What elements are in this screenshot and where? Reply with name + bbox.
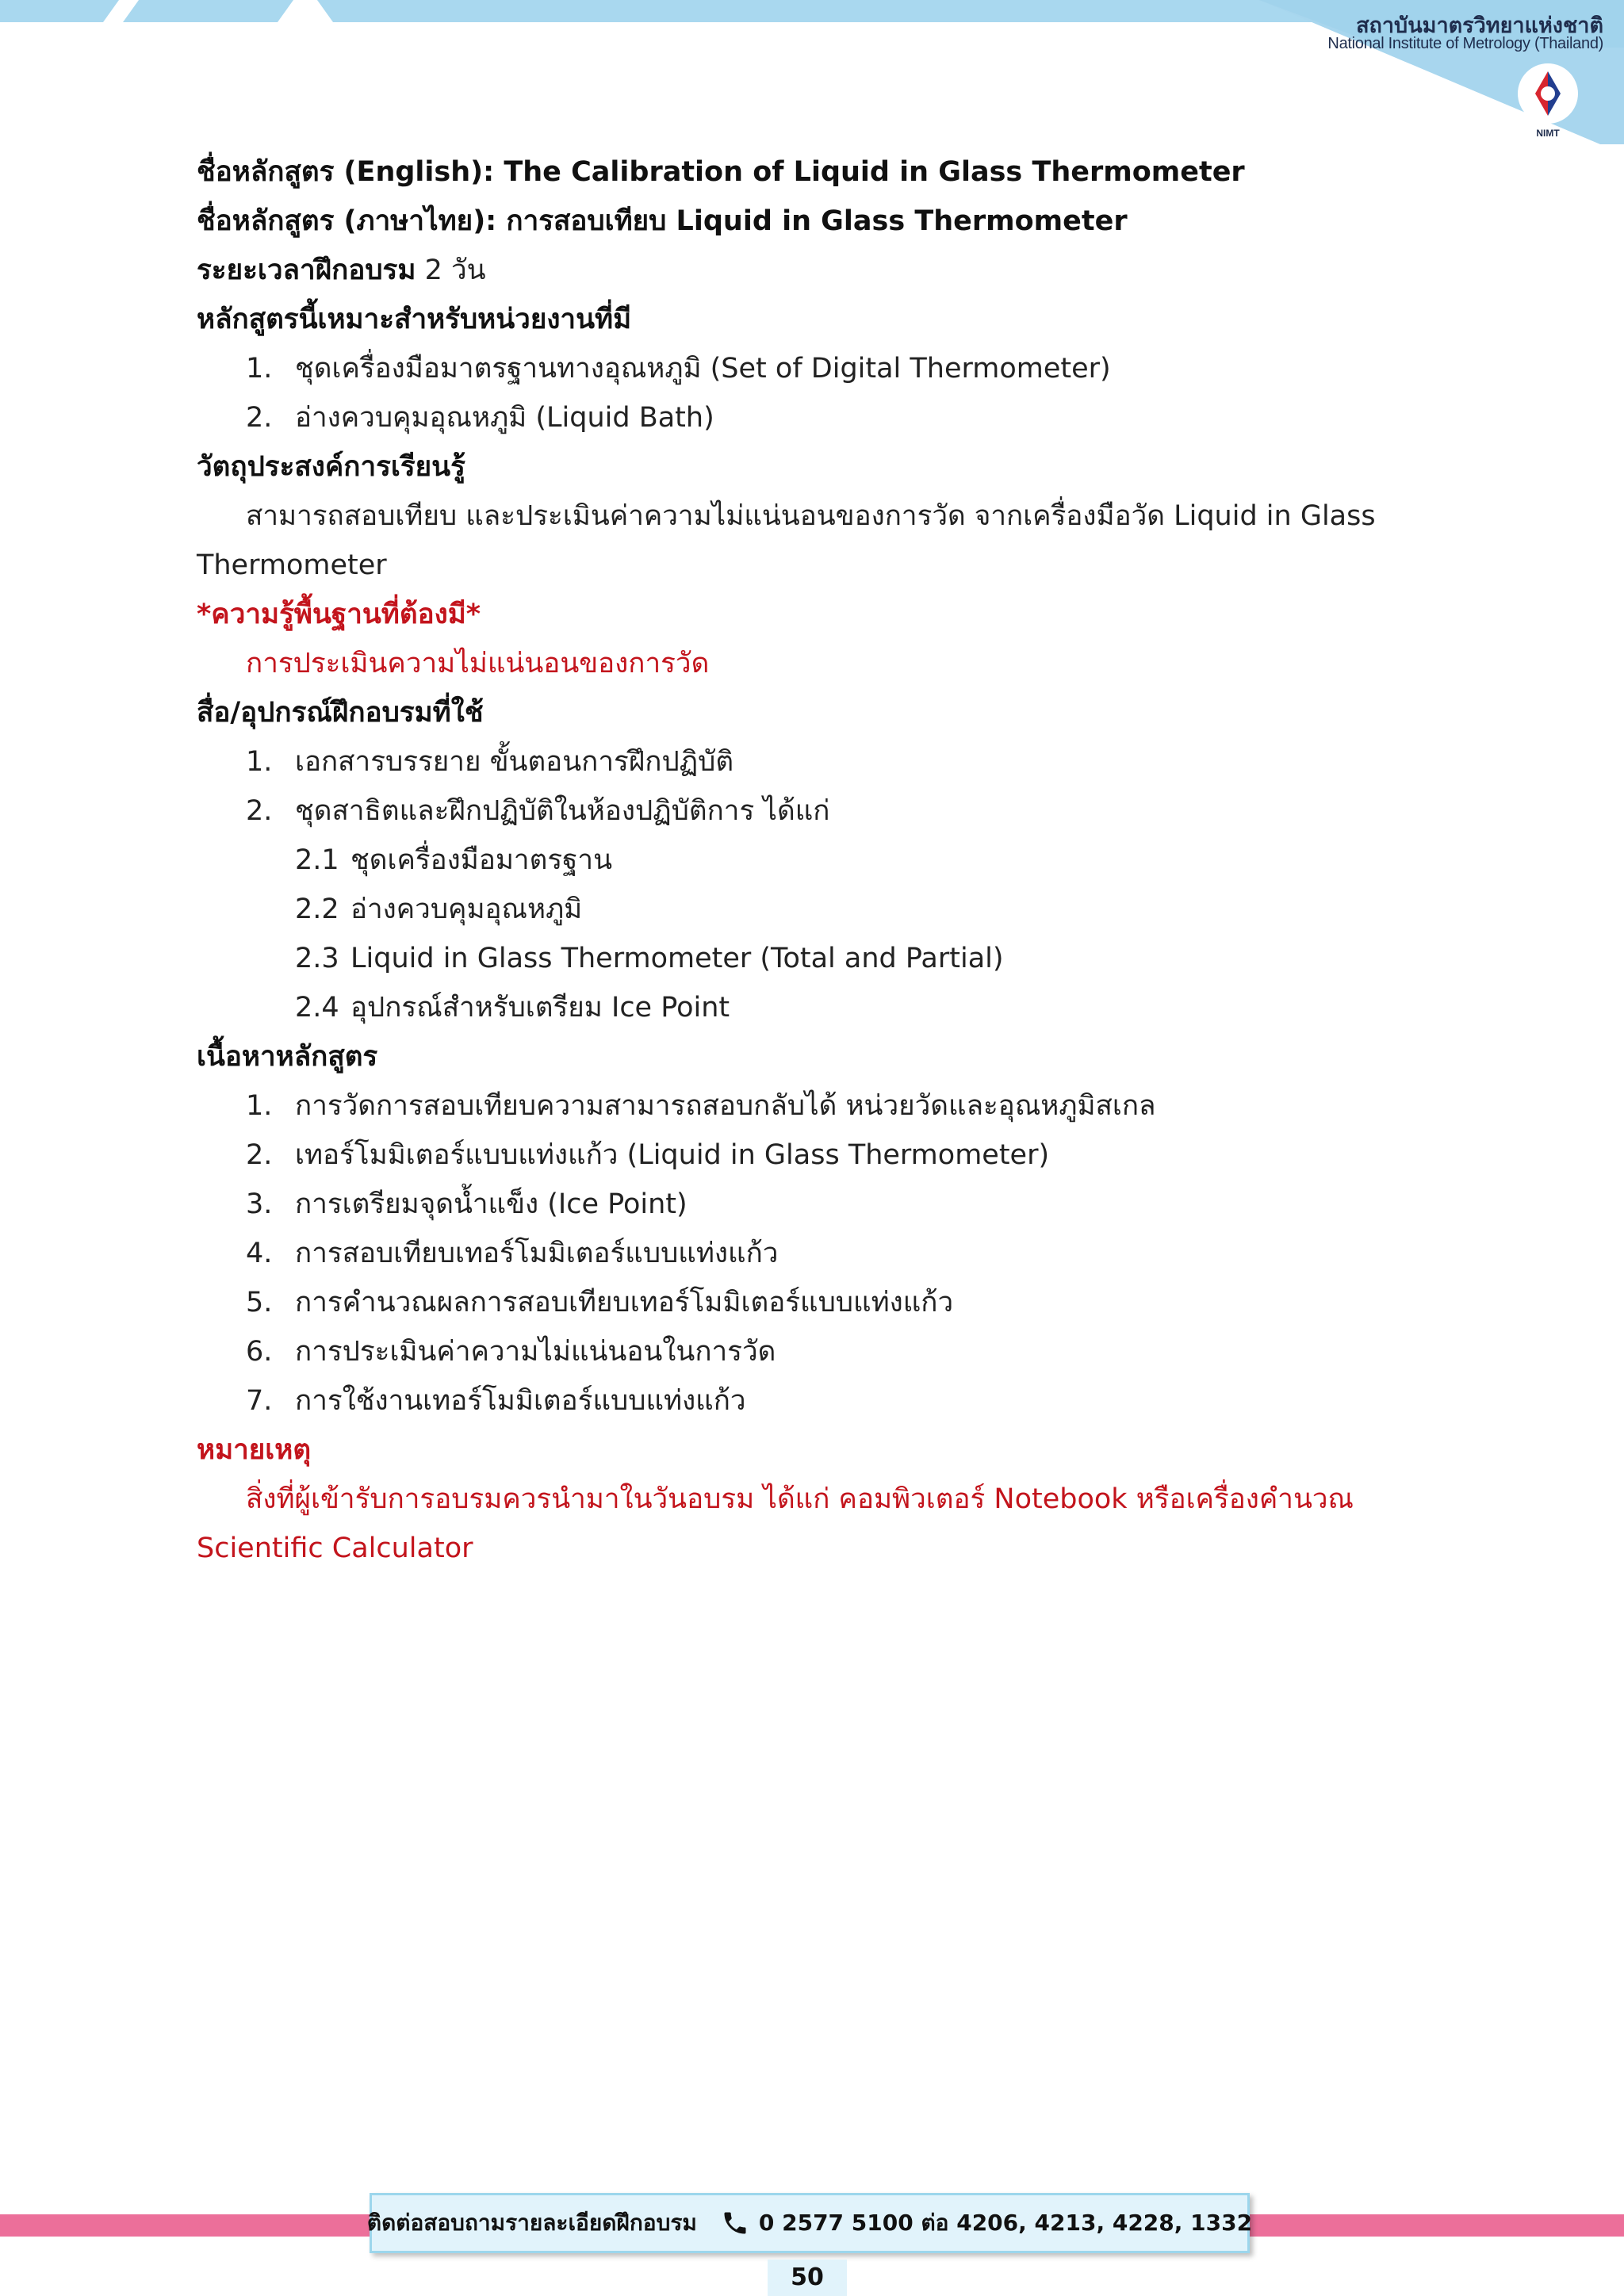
course-title-english — [197, 147, 1434, 197]
contact-label: ติดต่อสอบถามรายละเอียดฝึกอบรม — [366, 2210, 697, 2236]
list-item-text: เทอร์โมมิเตอร์แบบแท่งแก้ว (Liquid in Glass Thermometer) — [295, 1139, 1050, 1171]
list-item-text: ชุดสาธิตและฝึกปฏิบัติในห้องปฏิบัติการ ได้แก่ — [295, 795, 830, 827]
list-item-text: การเตรียมจุดน้ำแข็ง (Ice Point) — [295, 1188, 688, 1220]
list-item-text: การสอบเทียบเทอร์โมมิเตอร์แบบแท่งแก้ว — [295, 1238, 779, 1269]
note-text-line1: สิ่งที่ผู้เข้ารับการอบรมควรนำมาในวันอบรม ได้แก่ คอมพิวเตอร์ Notebook หรือเครื่องคำนวณ — [246, 1483, 1354, 1515]
list-item-number: 4. — [246, 1238, 273, 1269]
objective-text-line2: Thermometer — [197, 549, 387, 581]
list-item-number: 5. — [246, 1287, 273, 1318]
list-item — [197, 786, 1434, 836]
list-item — [197, 1278, 1434, 1327]
sub-list-item-number: 2.1 — [295, 844, 339, 876]
sub-list-item-text: Liquid in Glass Thermometer (Total and Partial) — [350, 943, 1004, 974]
list-item-text: การใช้งานเทอร์โมมิเตอร์แบบแท่งแก้ว — [295, 1385, 746, 1417]
sub-list-item-text: อุปกรณ์สำหรับเตรียม Ice Point — [350, 992, 730, 1024]
list-item — [197, 1081, 1434, 1131]
list-item — [197, 344, 1434, 393]
sub-list-item — [197, 836, 1434, 885]
sub-list-item-number: 2.3 — [295, 943, 339, 974]
contact-box — [366, 2193, 1253, 2253]
course-title-english-value: The Calibration of Liquid in Glass Thermometer — [504, 156, 1245, 188]
org-name-thai: สถาบันมาตรวิทยาแห่งชาติ — [1356, 13, 1603, 38]
list-item — [197, 1229, 1434, 1278]
list-item-text: การประเมินค่าความไม่แน่นอนในการวัด — [295, 1336, 776, 1368]
course-duration-label: ระยะเวลาฝึกอบรม — [197, 254, 416, 286]
list-item-number: 2. — [246, 1139, 273, 1171]
course-title-thai-value: การสอบเทียบ Liquid in Glass Thermometer — [506, 205, 1128, 237]
section-heading-prerequisites: *ความรู้พื้นฐานที่ต้องมี* — [197, 599, 481, 630]
logo-wordmark: NIMT — [1536, 128, 1560, 139]
page-number: 50 — [768, 2260, 847, 2296]
list-item-text: ชุดเครื่องมือมาตรฐานทางอุณหภูมิ (Set of Digital Thermometer) — [295, 353, 1111, 385]
section-heading-course-content: เนื้อหาหลักสูตร — [197, 1041, 378, 1073]
note-text-line2: Scientific Calculator — [197, 1533, 473, 1564]
sub-list-item — [197, 934, 1434, 983]
prerequisite-text: การประเมินความไม่แน่นอนของการวัด — [246, 648, 710, 679]
list-item-number: 7. — [246, 1385, 273, 1417]
section-heading-note: หมายเหตุ — [197, 1434, 312, 1466]
list-item-text: อ่างควบคุมอุณหภูมิ (Liquid Bath) — [295, 402, 714, 434]
list-item-number: 1. — [246, 746, 273, 778]
list-item — [197, 737, 1434, 786]
objective-text-line1: สามารถสอบเทียบ และประเมินค่าความไม่แน่นอนของการวัด จากเครื่องมือวัด Liquid in Glass — [246, 500, 1376, 532]
course-document — [197, 147, 1434, 1573]
sub-list-item — [197, 983, 1434, 1032]
course-title-english-label: ชื่อหลักสูตร (English): — [197, 156, 495, 188]
sub-list-item-number: 2.2 — [295, 894, 339, 925]
list-item-text: เอกสารบรรยาย ขั้นตอนการฝึกปฏิบัติ — [295, 746, 734, 778]
section-heading-suitable-for: หลักสูตรนี้เหมาะสำหรับหน่วยงานที่มี — [197, 304, 632, 335]
list-item — [197, 1180, 1434, 1229]
org-name-english: National Institute of Metrology (Thailand) — [1327, 35, 1603, 52]
sub-list-item-number: 2.4 — [295, 992, 339, 1024]
phone-icon — [721, 2209, 749, 2237]
list-item-number: 2. — [246, 795, 273, 827]
list-item-text: การคำนวณผลการสอบเทียบเทอร์โมมิเตอร์แบบแท่งแก้ว — [295, 1287, 954, 1318]
list-item-number: 2. — [246, 402, 273, 434]
list-item-text: การวัดการสอบเทียบความสามารถสอบกลับได้ หน่วยวัดและอุณหภูมิสเกล — [295, 1090, 1156, 1122]
organization-logo-block — [1228, 0, 1624, 151]
sub-list-item-text: ชุดเครื่องมือมาตรฐาน — [350, 844, 613, 876]
list-item — [197, 1131, 1434, 1180]
sub-list-item — [197, 885, 1434, 934]
list-item-number: 6. — [246, 1336, 273, 1368]
list-item-number: 1. — [246, 1090, 273, 1122]
course-duration-value: 2 วัน — [424, 254, 486, 286]
section-heading-objectives: วัตถุประสงค์การเรียนรู้ — [197, 451, 465, 483]
list-item — [197, 1327, 1434, 1376]
course-duration — [197, 246, 1434, 295]
course-title-thai-label: ชื่อหลักสูตร (ภาษาไทย): — [197, 205, 497, 237]
course-title-thai — [197, 197, 1434, 246]
contact-phone-number: 0 2577 5100 ต่อ 4206, 4213, 4228, 1332 — [758, 2210, 1253, 2236]
nimt-logo-icon — [1513, 62, 1583, 141]
section-heading-training-media: สื่อ/อุปกรณ์ฝึกอบรมที่ใช้ — [197, 697, 484, 729]
list-item-number: 3. — [246, 1188, 273, 1220]
sub-list-item-text: อ่างควบคุมอุณหภูมิ — [350, 894, 583, 925]
list-item-number: 1. — [246, 353, 273, 385]
list-item — [197, 393, 1434, 442]
list-item — [197, 1376, 1434, 1425]
